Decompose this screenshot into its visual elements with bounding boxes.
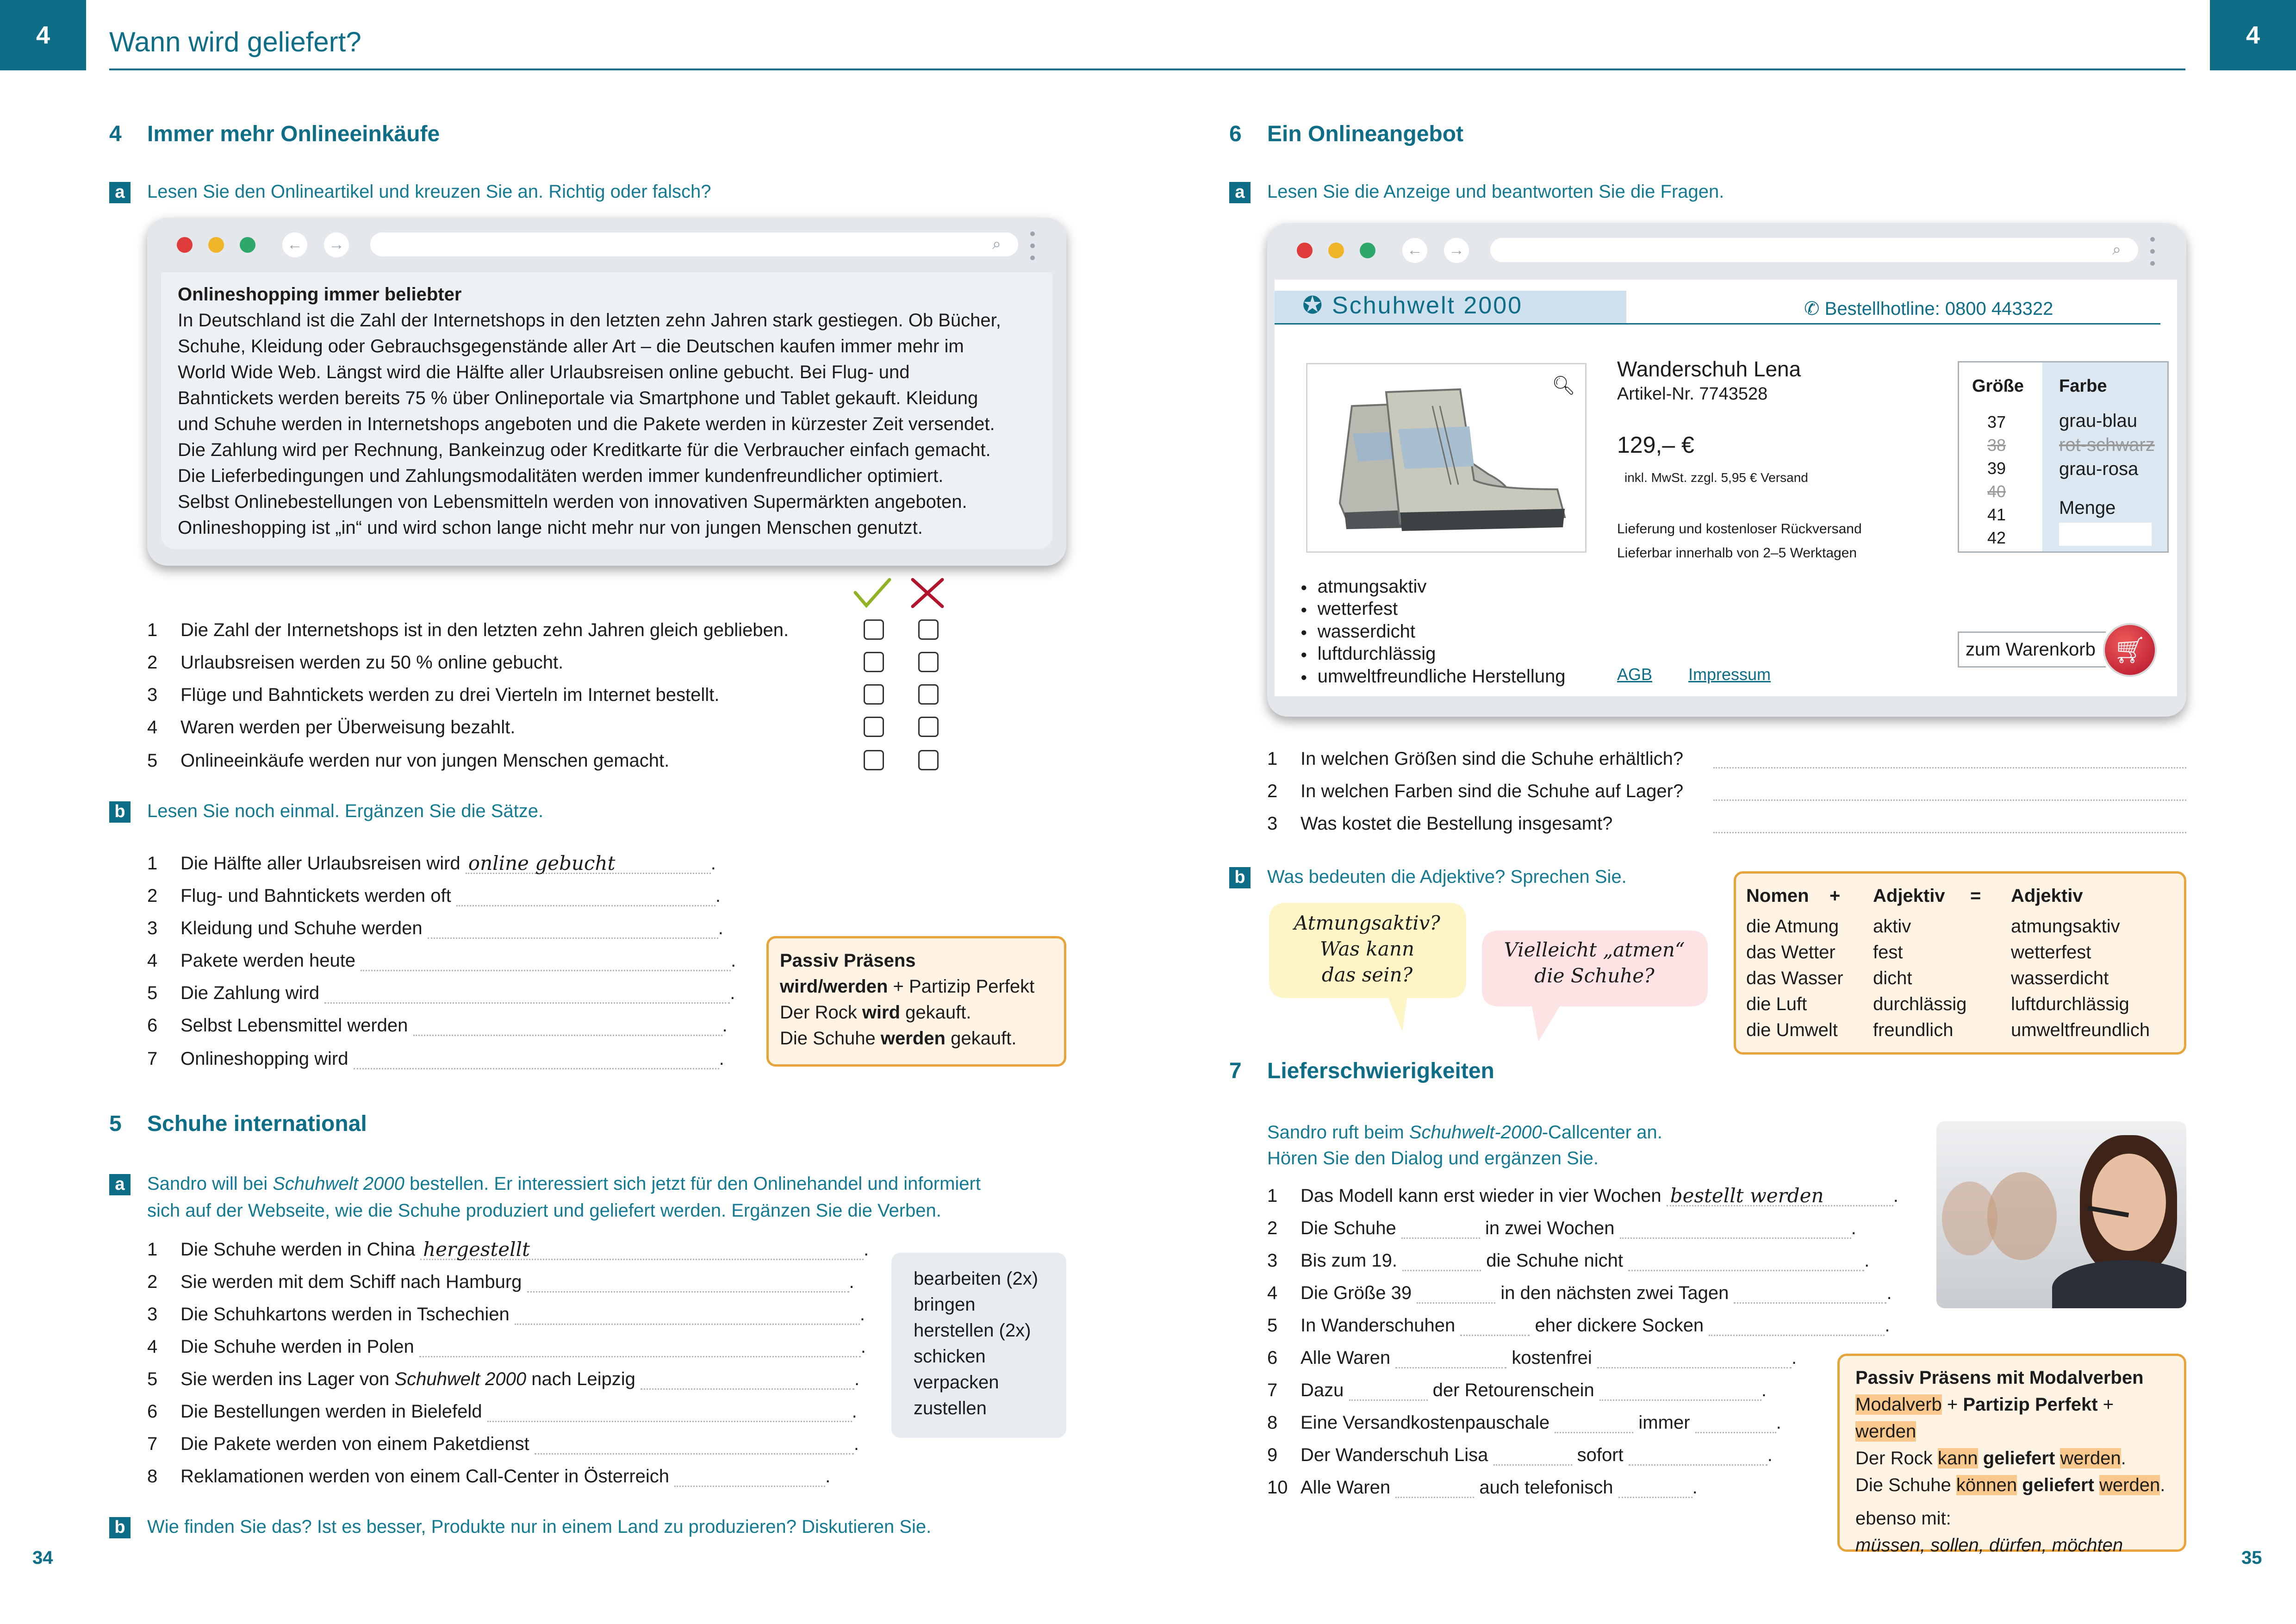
menu-kebab-dot [1030,244,1035,248]
table-column-nouns: die Atmung das Wetter das Wasser die Luft die Umwelt [1746,916,1843,1040]
shop-page [1275,280,2177,696]
size-option[interactable]: 39 [1987,459,2006,478]
color-option[interactable]: grau-rosa [2059,459,2139,479]
article-line: In Deutschland ist die Zahl der Internetshops in den letzten zehn Jahren stark gestiegen. Ob Bücher, [178,310,1001,331]
article-line: Schuhe, Kleidung oder Gebrauchsgegenstände aller Art – die Deutschen kaufen immer mehr im [178,336,964,356]
maximize-dot-icon [240,237,255,253]
checkbox-true[interactable] [864,717,884,737]
hiking-boot-image [1307,364,1585,551]
sentence-row: 3 Kleidung und Schuhe werden . [147,918,723,938]
task-5a: a Sandro will bei Schuhwelt 2000 bestellen. Er interessiert sich jetzt für den Onlinehandel und informiert sich auf der Webseite, wie die Schuhe produziert und geliefert werden. Ergänzen Sie die Verben. [109,1170,981,1224]
size-option-unavailable: 40 [1987,482,2006,501]
feature-item: ● atmungsaktiv [1300,576,1427,597]
blank-field[interactable] [1599,1386,1761,1401]
sentence-row: 3 Die Schuhkartons werden in Tschechien . [147,1304,865,1324]
table-operator: = [1970,886,1981,906]
checkbox-true[interactable] [864,652,884,672]
delivery-note-2: Lieferbar innerhalb von 2–5 Werktagen [1617,545,1857,561]
blank-field[interactable] [1620,1224,1851,1239]
sentence-row: 2 Sie werden mit dem Schiff nach Hamburg . [147,1272,854,1292]
checkbox-false[interactable] [918,684,939,705]
sentence-row: 1 Die Schuhe werden in China hergestellt . [147,1238,869,1261]
sentence-row: 1 Die Hälfte aller Urlaubsreisen wird online gebucht . [147,852,716,874]
statement-row: 1 Die Zahl der Internetshops ist in den letzten zehn Jahren gleich geblieben. [147,620,789,640]
feature-item: ● luftdurchlässig [1300,643,1436,664]
menu-kebab-dot [1030,256,1035,260]
task-6a: a Lesen Sie die Anzeige und beantworten Sie die Fragen. [1229,181,1724,203]
price: 129,– € [1617,432,1694,458]
check-icon [852,577,891,609]
table-header: Adjektiv [1873,886,1945,906]
blank-field[interactable] [641,1375,854,1390]
table-header: Adjektiv [2011,886,2083,906]
statement-row: 4 Waren werden per Überweisung bezahlt. [147,717,516,737]
checkbox-false[interactable] [918,652,939,672]
sentence-row: 4 Pakete werden heute . [147,950,736,971]
sentence-row: 7 Onlineshopping wird . [147,1049,724,1069]
zoom-icon[interactable]: 🔍︎ [1552,375,1575,396]
checkbox-false[interactable] [918,750,939,770]
article-number: Artikel-Nr. 7743528 [1617,384,1768,404]
menu-kebab-icon[interactable] [1030,231,1035,236]
blank-field[interactable] [1395,1483,1474,1498]
browser-window-article [147,218,1066,566]
blank-field[interactable] [1695,1418,1776,1433]
statement-row: 3 Flüge und Bahntickets werden zu drei Vierteln im Internet bestellt. [147,685,720,705]
search-icon: ⌕ [992,235,1002,253]
impressum-link[interactable]: Impressum [1688,665,1771,684]
blank-field[interactable] [324,989,730,1004]
phone-icon: ✆ [1804,299,1825,319]
blank-field[interactable] [1401,1224,1480,1239]
feature-item: ● wasserdicht [1300,621,1415,642]
verb-item: herstellen (2x) [914,1320,1031,1341]
product-name: Wanderschuh Lena [1617,357,1801,381]
checkbox-true[interactable] [864,750,884,770]
dialog-row: 6 Alle Waren kostenfrei . [1267,1348,1797,1368]
size-option[interactable]: 42 [1987,528,2006,547]
browser-window-shop [1267,223,2186,717]
dialog-row: 5 In Wanderschuhen eher dickere Socken . [1267,1315,1890,1336]
delivery-note-1: Lieferung und kostenloser Rückversand [1617,521,1862,537]
minimize-dot-icon [208,237,224,253]
menu-kebab-dot [2150,261,2155,266]
feature-item: ● wetterfest [1300,599,1398,619]
size-list [1971,411,2022,550]
verb-item: zustellen [914,1398,987,1418]
blank-field[interactable] [361,956,731,971]
color-header: Farbe [2059,376,2107,396]
blank-field[interactable] [1709,1321,1885,1336]
sentence-row: 5 Die Zahlung wird . [147,983,735,1003]
article-line: und Schuhe werden in Internetshops angeboten und die Pakete werden in kürzester Zeit versendet. [178,414,995,434]
question-row: 1 In welchen Größen sind die Schuhe erhältlich? [1267,749,1684,769]
article-line: World Wide Web. Längst wird die Hälfte aller Urlaubsreisen online gebucht. Bei Flug- und [178,362,910,382]
cross-icon [909,577,946,609]
task-4a: a Lesen Sie den Onlineartikel und kreuzen Sie an. Richtig oder falsch? [109,181,711,203]
tax-note: inkl. MwSt. zzgl. 5,95 € Versand [1624,470,1808,485]
grammar-box-modalverben: Passiv Präsens mit Modalverben Modalverb + Partizip Perfekt + werden Der Rock kann geliefert werden. Die Schuhe können geliefert werden. ebenso mit: müssen, sollen, dürfen, möchten [1837,1354,2186,1552]
back-arrow-icon[interactable]: ← [282,232,307,257]
menu-kebab-icon[interactable] [2150,237,2155,242]
close-dot-icon [177,237,193,253]
verb-item: bearbeiten (2x) [914,1268,1039,1289]
blank-field[interactable] [413,1021,722,1036]
blank-field[interactable] [456,892,716,906]
quantity-input[interactable] [2059,523,2152,546]
add-to-cart-button[interactable]: zum Warenkorb [1958,631,2106,668]
color-option[interactable]: grau-blau [2059,411,2138,431]
section-4-heading: 4 Immer mehr Onlineeinkäufe [109,122,440,146]
menu-kebab-dot [2150,249,2155,254]
dialog-row: 1 Das Modell kann erst wieder in vier Wochen bestellt werden . [1267,1184,1898,1207]
question-row: 2 In welchen Farben sind die Schuhe auf Lager? [1267,781,1684,801]
article-title: Onlineshopping immer beliebter [178,284,462,305]
blank-field[interactable] [1460,1321,1530,1336]
grammar-box-passiv: Passiv Präsens wird/werden + Partizip Perfekt Der Rock wird gekauft. Die Schuhe werden gekauft. [766,936,1066,1067]
sentence-row: 7 Die Pakete werden von einem Paketdienst . [147,1434,859,1454]
grammar-title: Passiv Präsens [780,950,916,971]
dialog-row: 7 Dazu der Retourenschein . [1267,1380,1767,1400]
page-number-left: 34 [32,1548,53,1568]
back-arrow-icon[interactable]: ← [1402,238,1427,263]
answer-line[interactable] [1713,786,2186,801]
word-formation-table [1734,871,2186,1055]
minimize-dot-icon [1328,243,1344,258]
agb-link[interactable]: AGB [1617,665,1653,684]
agent-jacket [2052,1260,2186,1308]
forward-arrow-icon[interactable]: → [324,232,349,257]
question-row: 3 Was kostet die Bestellung insgesamt? [1267,813,1613,834]
article-line: Bahntickets werden bereits 75 % über Onlineportale via Smartphone und Tablet gekauft. Kleidung [178,388,978,408]
chapter-badge-right: 4 [2210,0,2296,70]
checkbox-true[interactable] [864,684,884,705]
blank-field[interactable] [428,924,718,939]
sentence-row: 6 Die Bestellungen werden in Bielefeld . [147,1401,857,1422]
grammar-title: Passiv Präsens mit Modalverben [1855,1368,2144,1388]
size-option-unavailable: 38 [1987,436,2006,455]
blank-field[interactable] [1618,1483,1692,1498]
article-line: Selbst Onlinebestellungen von Lebensmitteln werden von innovativen Supermärkten angeboten. [178,492,967,512]
article-body [178,281,1001,541]
section-7-heading: 7 Lieferschwierigkeiten [1229,1059,1494,1083]
speech-bubble-2-text: Vielleicht „atmen“ die Schuhe? [1504,938,1685,987]
article-line: Onlineshopping ist „in“ und wird schon lange nicht mehr nur von jungen Menschen genutzt. [178,518,923,538]
star-icon: ✪ [1302,292,1332,319]
color-option-unavailable: rot-schwarz [2059,435,2155,455]
table-operator: + [1829,886,1841,906]
size-header: Größe [1972,376,2024,396]
table-column-adjectives: aktiv fest dicht durchlässig freundlich [1873,916,1967,1040]
blank-field[interactable] [487,1407,852,1422]
search-icon: ⌕ [2112,241,2122,258]
close-dot-icon [1297,243,1313,258]
blank-field[interactable] [1629,1451,1767,1466]
blank-field[interactable] [1555,1418,1633,1433]
page-number-right: 35 [2241,1548,2262,1568]
sentence-row: 5 Sie werden ins Lager von Schuhwelt 2000 nach Leipzig . [147,1369,860,1389]
blank-field[interactable] [674,1472,825,1487]
verb-item: verpacken [914,1372,999,1393]
maximize-dot-icon [1360,243,1375,258]
dialog-row: 8 Eine Versandkostenpauschale immer . [1267,1412,1781,1433]
address-bar[interactable] [1490,238,2138,262]
answer-example: online gebucht [468,852,616,874]
sentence-row: 6 Selbst Lebensmittel werden . [147,1015,728,1036]
checkbox-false[interactable] [918,619,939,640]
article-line: Die Lieferbedingungen und Zahlungsmodalitäten werden immer kundenfreundlicher optimiert. [178,466,944,486]
answer-line[interactable] [1713,818,2186,833]
blank-field[interactable] [1417,1289,1495,1304]
article-line: Die Zahlung wird per Rechnung, Bankeinzug oder Kreditkarte für die Verbraucher einfach gemacht. [178,440,991,460]
blank-field[interactable] [527,1278,849,1293]
blank-field[interactable] [1402,1256,1481,1271]
task-4b: b Lesen Sie noch einmal. Ergänzen Sie die Sätze. [109,801,543,823]
table-column-compounds: atmungsaktiv wetterfest wasserdicht luftdurchlässig umweltfreundlich [2011,916,2150,1040]
blank-field[interactable] [535,1440,854,1455]
brand-rule [1275,323,2160,325]
shopping-cart-icon[interactable]: 🛒︎ [2103,623,2157,677]
article-panel [161,272,1052,549]
callcenter-photo [1936,1121,2186,1308]
statement-row: 5 Onlineeinkäufe werden nur von jungen Menschen gemacht. [147,750,670,771]
sentence-row: 2 Flug- und Bahntickets werden oft . [147,886,721,906]
address-bar[interactable] [370,232,1018,256]
blank-field[interactable] [419,1343,861,1357]
blank-field[interactable] [515,1310,860,1325]
blank-field[interactable] [1493,1451,1572,1466]
product-image[interactable] [1306,363,1587,553]
chapter-badge-left: 4 [0,0,86,70]
dialog-row: 9 Der Wanderschuh Lisa sofort . [1267,1445,1773,1465]
table-header: Nomen [1746,886,1809,906]
task-5b: b Wie finden Sie das? Ist es besser, Produkte nur in einem Land zu produzieren? Diskutieren Sie. [109,1517,931,1538]
forward-arrow-icon[interactable]: → [1444,238,1469,263]
feature-item: ● umweltfreundliche Herstellung [1300,666,1566,687]
color-list [2059,409,2155,481]
sentence-row: 8 Reklamationen werden von einem Call-Center in Österreich . [147,1466,831,1487]
quantity-label: Menge [2059,498,2116,518]
task-7-intro: Sandro ruft beim Schuhwelt-2000-Callcenter an. Hören Sie den Dialog und ergänzen Sie. [1267,1122,1662,1168]
dialog-row: 4 Die Größe 39 in den nächsten zwei Tagen . [1267,1283,1892,1303]
verb-item: schicken [914,1346,986,1367]
verb-box [891,1253,1066,1438]
page-title: Wann wird geliefert? [109,26,361,57]
answer-line[interactable] [1713,754,2186,768]
dialog-row: 10 Alle Waren auch telefonisch . [1267,1477,1698,1498]
blank-field[interactable] [354,1055,719,1069]
agent-face [2092,1154,2166,1251]
size-option[interactable]: 37 [1987,412,2006,431]
sentence-row: 4 Die Schuhe werden in Polen . [147,1337,866,1357]
checkbox-false[interactable] [918,717,939,737]
checkbox-true[interactable] [864,619,884,640]
options-panel [1958,361,2169,553]
answer-example: bestellt werden [1670,1184,1824,1207]
speech-bubble-1-text: Atmungsaktiv? Was kann das sein? [1294,912,1440,986]
verb-item: bringen [914,1294,976,1315]
section-6-heading: 6 Ein Onlineangebot [1229,122,1464,146]
blank-field[interactable] [1349,1386,1428,1401]
size-option[interactable]: 41 [1987,505,2006,524]
feature-list [1300,576,1566,688]
section-5-heading: 5 Schuhe international [109,1112,367,1136]
blank-field[interactable] [1734,1289,1886,1304]
brand-logo: ✪ Schuhwelt 2000 [1302,292,1523,319]
answer-example: hergestellt [423,1238,530,1261]
dialog-row: 3 Bis zum 19. die Schuhe nicht . [1267,1250,1870,1271]
statement-row: 2 Urlaubsreisen werden zu 50 % online gebucht. [147,652,564,673]
blank-field[interactable] [1395,1354,1506,1368]
blurred-person [1987,1172,2057,1260]
header-rule [109,69,2185,70]
dialog-row: 2 Die Schuhe in zwei Wochen . [1267,1218,1856,1238]
task-6b: b Was bedeuten die Adjektive? Sprechen Sie. [1229,867,1627,888]
hotline: ✆ Bestellhotline: 0800 443322 [1804,299,2053,319]
blank-field[interactable] [1628,1256,1864,1271]
blank-field[interactable] [1597,1354,1792,1368]
